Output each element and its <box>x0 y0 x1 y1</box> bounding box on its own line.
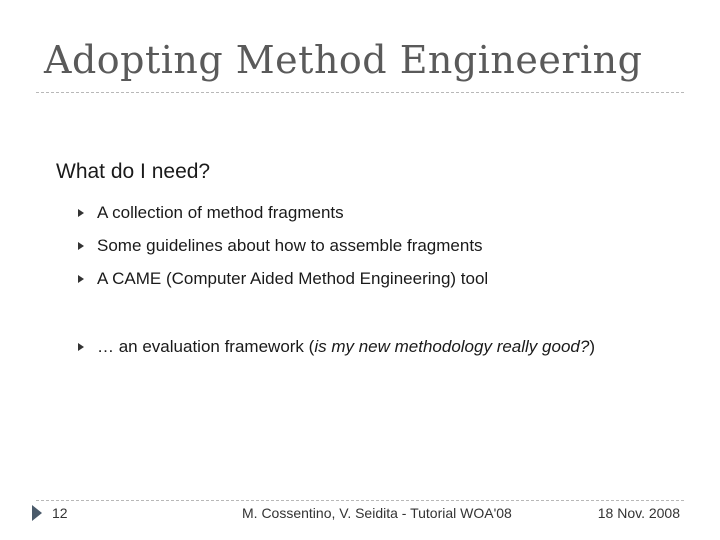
bullet-arrow-icon <box>78 275 84 283</box>
question-heading: What do I need? <box>56 160 211 183</box>
bullet-text <box>97 337 595 357</box>
bullet-item-evaluation <box>78 335 595 359</box>
footer-divider <box>36 500 684 501</box>
bullet-item <box>78 234 483 258</box>
bullet-text-italic: is my new methodology really good? <box>314 337 590 356</box>
footer-triangle-icon <box>32 505 42 521</box>
bullet-arrow-icon <box>78 242 84 250</box>
bullet-text-prefix: … an evaluation framework ( <box>97 337 315 356</box>
bullet-item <box>78 201 344 225</box>
bullet-item <box>78 267 488 291</box>
footer-authors: M. Cossentino, V. Seidita - Tutorial WOA'08 <box>242 505 512 521</box>
bullet-text-suffix: ) <box>589 337 595 356</box>
bullet-text: A collection of method fragments <box>97 203 344 222</box>
title-divider <box>36 92 684 93</box>
slide-title: Adopting Method Engineering <box>44 38 643 82</box>
bullet-text: A CAME (Computer Aided Method Engineering) tool <box>97 269 489 288</box>
bullet-arrow-icon <box>78 343 84 351</box>
bullet-arrow-icon <box>78 209 84 217</box>
footer-date: 18 Nov. 2008 <box>597 505 680 521</box>
bullet-text: Some guidelines about how to assemble fragments <box>97 236 483 255</box>
page-number: 12 <box>52 505 68 521</box>
